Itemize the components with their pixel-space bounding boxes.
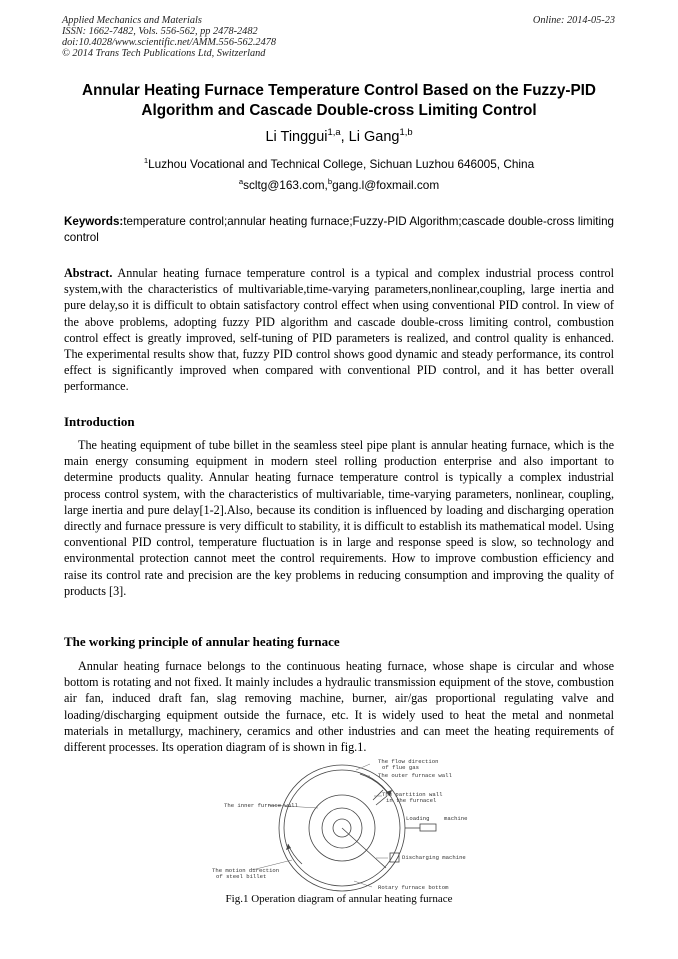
journal-copyright: © 2014 Trans Tech Publications Ltd, Switzerland [62, 48, 266, 59]
working-principle-paragraph: Annular heating furnace belongs to the continuous heating furnace, whose shape is circular and whose bottom is rotating and not fixed. It mainly includes a hydraulic transmission equipment of the stove, combustion air fan, induced draft fan, slag removing machine, burner, air/gas proportional regulating valve and loading/discharging equipment outside the furnace, etc. It is widely used to heat the metal and nonmetal materials in metallurgy, machinery, ceramics and other industries and can meet the heating requirements of different processes. Its operation diagram of is shown in fig.1. [64, 659, 614, 755]
abstract-text: Annular heating furnace temperature control is a typical and complex industrial process control system,with the characteristics of multivariable,time-varying parameters,nonlinear,coupling, large inertia and pure delay,so it is difficult to obtain satisfactory control effect when using conventional PID control. In view of the above problems, adopting fuzzy PID algorithm and cascade double-cross limiting control, combustion control effect is greatly improved, self-tuning of PID parameters is realized, and control quality is enhanced. The experimental results show that, fuzzy PID control shows good dynamic and steady performance, its control effect is significantly improved when compared with conventional PID control, and it has better overall performance. [64, 266, 615, 394]
email-b: gang.l@foxmail.com [332, 178, 440, 192]
keywords-label: Keywords: [64, 215, 124, 228]
title-line-2: Algorithm and Cascade Double-cross Limiting Control [141, 102, 537, 119]
label-inner-wall: The inner furnace wall [224, 802, 298, 809]
author-1-sup: 1,a [327, 126, 341, 138]
label-flow-direction-1: The flow direction [378, 758, 439, 765]
email-a: scltg@163.com, [243, 178, 328, 192]
label-rotary-bottom: Rotary furnace bottom [378, 884, 449, 891]
figure-1 [210, 756, 472, 892]
abstract [64, 265, 614, 395]
email-a-sup: a [238, 177, 244, 187]
affiliation [0, 157, 678, 171]
author-2-sup: 1,b [399, 126, 413, 138]
author-list [0, 126, 678, 145]
journal-issn: ISSN: 1662-7482, Vols. 556-562, pp 2478-2482 [62, 26, 258, 37]
label-outer-wall: The outer furnace wall [378, 772, 452, 779]
label-motion-2: of steel billet [216, 873, 267, 880]
label-partition-2: in the furnacel [386, 797, 437, 804]
keywords [64, 214, 614, 246]
furnace-diagram [210, 756, 472, 892]
author-2-name: Li Gang [348, 129, 400, 145]
keywords-text: temperature control;annular heating furnace;Fuzzy-PID Algorithm;cascade double-cross limiting control [64, 215, 614, 244]
abstract-label: Abstract. [64, 266, 113, 280]
label-motion-1: The motion direction [212, 867, 280, 874]
introduction-paragraph: The heating equipment of tube billet in the seamless steel pipe plant is annular heating furnace, which is the main energy consuming equipment in modern steel rolling production enterprise and also important to determine products quality. Annular heating furnace temperature control is typically a complex industrial process control system, with the characteristics of multivariable, time-varying parameters, nonlinear, coupling, large inertia and pure delay[1-2].Also, because its condition is influenced by loading and discharging operation directly and furnace pressure is very difficult to stability, it is difficult to establish its mathematical model. Using conventional PID control, temperature fluctuation is in large and response speed is slow, so technology and environmental protection cannot meet the control requirements. How to improve combustion efficiency and raise its control rate and precision are the key problems in reducing consumption and improving the quality of products [3]. [64, 438, 614, 598]
label-flow-direction-2: of flue gas [382, 764, 419, 771]
introduction-heading: Introduction [64, 414, 135, 429]
journal-name: Applied Mechanics and Materials [62, 15, 202, 26]
radial-line [342, 828, 386, 868]
author-separator: , [340, 129, 349, 145]
label-machine: machine [444, 815, 468, 822]
title-line-1: Annular Heating Furnace Temperature Control Based on the Fuzzy-PID [82, 82, 596, 99]
journal-header [62, 15, 276, 59]
figure-1-caption: Fig.1 Operation diagram of annular heating furnace [225, 893, 453, 905]
label-discharging: Discharging machine [402, 854, 466, 861]
email-b-sup: b [327, 177, 333, 187]
label-partition-1: The partition wall [382, 791, 443, 798]
working-principle-heading: The working principle of annular heating furnace [64, 634, 340, 649]
online-date: Online: 2014-05-23 [532, 15, 615, 26]
paper-title [40, 81, 638, 121]
loading-machine-shape [420, 824, 436, 831]
affiliation-sup: 1 [143, 156, 149, 166]
author-emails [0, 178, 678, 192]
journal-doi: doi:10.4028/www.scientific.net/AMM.556-562.2478 [62, 37, 277, 48]
author-1-name: Li Tinggui [265, 129, 328, 145]
label-loading: Loading [406, 815, 430, 822]
affiliation-text: Luzhou Vocational and Technical College, Sichuan Luzhou 646005, China [148, 157, 535, 171]
